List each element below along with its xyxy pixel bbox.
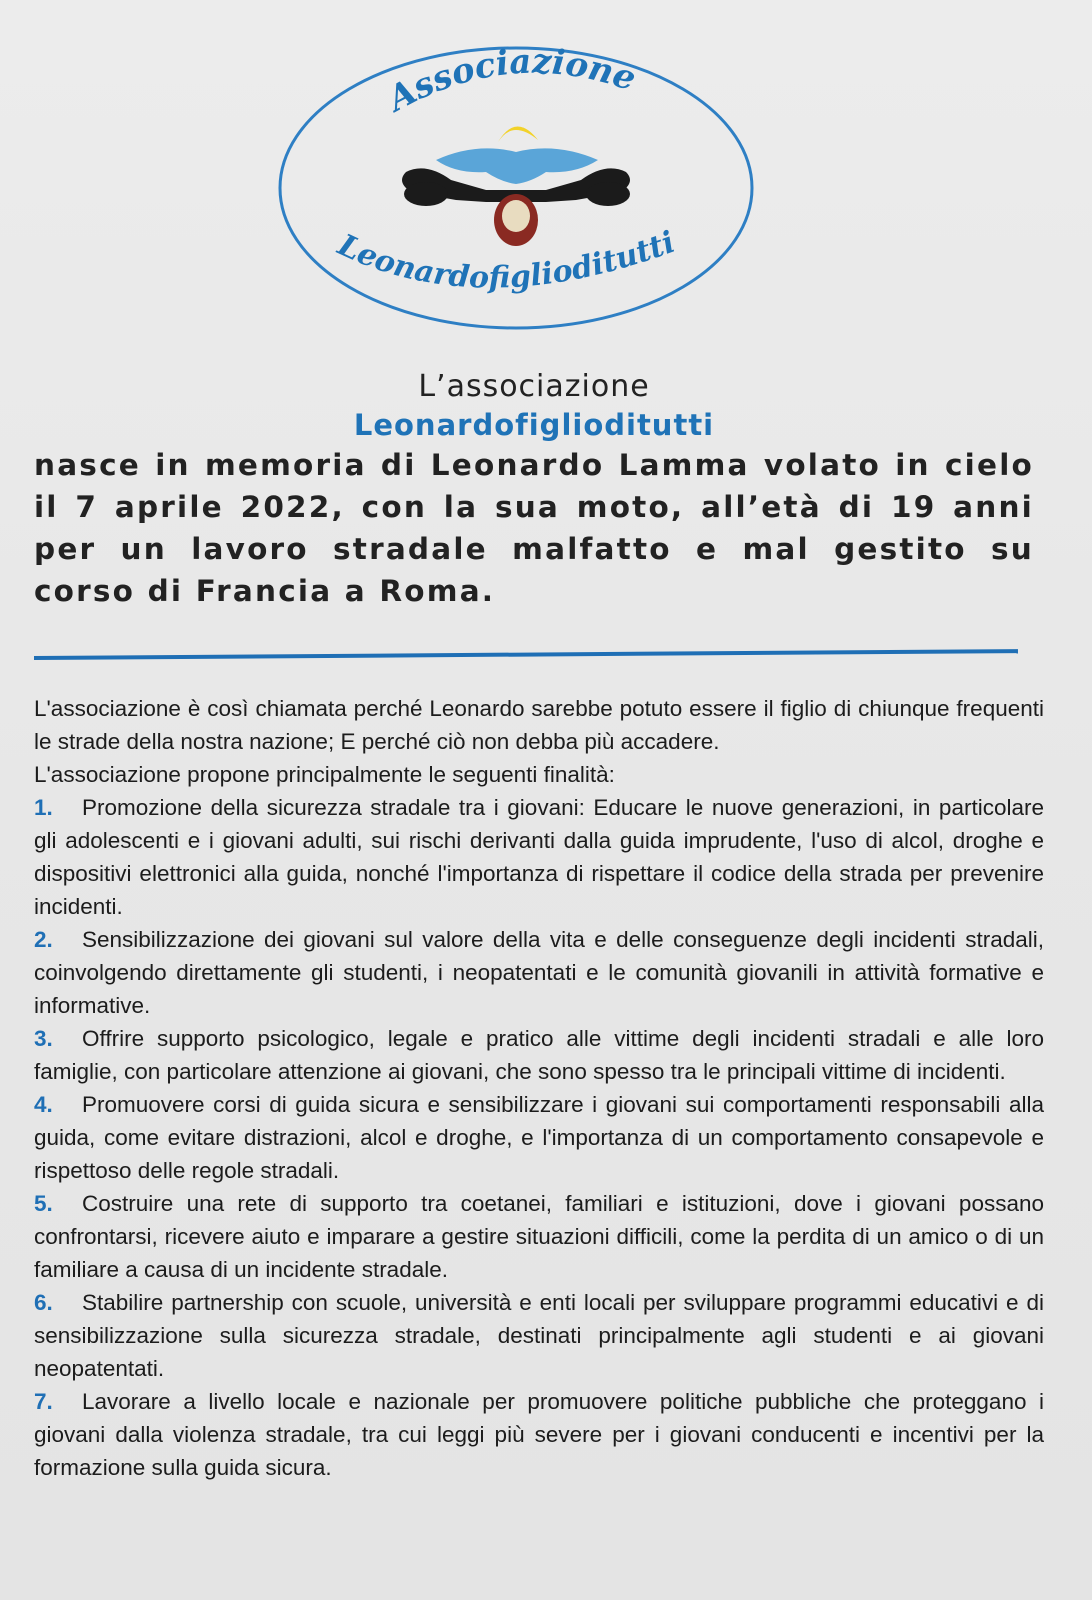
intro-title: L’associazione [418,369,650,404]
list-item-text: Sensibilizzazione dei giovani sul valore della vita e delle conseguenze degli incidenti stradali, coinvolgendo direttamente gli studenti, i neopatentati e le comunità giovanili in attività formative e informative. [34,927,1044,1018]
list-item-text: Costruire una rete di supporto tra coetanei, familiari e istituzioni, dove i giovani possano confrontarsi, ricevere aiuto e imparare a gestire situazioni difficili, come la perdita di un amico o di un familiare a causa di un incidente stradale. [34,1191,1044,1282]
logo-bottom-text: Leonardofigliodituttі [332,224,680,296]
intro-section [34,368,1034,612]
list-item-number: 2. [34,927,53,952]
purposes-intro: L'associazione propone principalmente le seguenti finalità: [34,762,615,787]
name-explanation-paragraph: L'associazione è così chiamata perché Leonardo sarebbe potuto essere il figlio di chiunque frequenti le strade della nostra nazione; E perché ciò non debba più accadere. [34,696,1044,754]
list-item [34,1022,1044,1088]
list-item-text: Promuovere corsi di guida sicura e sensibilizzare i giovani sui comportamenti responsabili alla guida, come evitare distrazioni, alcol e droghe, e l'importanza di un comportamento consapevole e rispettoso delle regole stradali. [34,1092,1044,1183]
list-item [34,1187,1044,1286]
list-item [34,1286,1044,1385]
section-divider [34,649,1018,660]
association-name: Leonardofigliodituttі [353,408,715,442]
list-item [34,923,1044,1022]
list-item-number: 7. [34,1389,53,1414]
sun-icon [498,126,538,142]
list-item-text: Lavorare a livello locale e nazionale per promuovere politiche pubbliche che proteggano i giovani dalla violenza stradale, tra cui leggi più severe per i giovani conducenti e incentivi per la formazione sulla guida sicura. [34,1389,1044,1480]
list-item-number: 5. [34,1191,53,1216]
list-item-text: Stabilire partnership con scuole, università e enti locali per sviluppare programmi educativi e di sensibilizzazione sulla sicurezza stradale, destinati principalmente agli studenti e ai giovani neopatentati. [34,1290,1044,1381]
logo-top-text: Associazione [381,42,641,120]
list-item [34,1385,1044,1484]
list-item-number: 3. [34,1026,53,1051]
purpose-section [34,692,1044,1484]
list-item-number: 1. [34,795,53,820]
wings-icon [436,148,598,184]
list-item-text: Promozione della sicurezza stradale tra i giovani: Educare le nuove generazioni, in particolare gli adolescenti e i giovani adulti, sui rischi derivanti dalla guida imprudente, l'uso di alcol, droghe e dispositivi elettronici alla guida, nonché l'importanza di rispettare il codice della strada per prevenire incidenti. [34,795,1044,919]
association-logo [276,42,756,334]
list-item-text: Offrire supporto psicologico, legale e pratico alle vittime degli incidenti stradali e alle loro famiglie, con particolare attenzione ai giovani, che sono spesso tra le principali vittime di incidenti. [34,1026,1044,1084]
list-item-number: 6. [34,1290,53,1315]
list-item [34,1088,1044,1187]
list-item-number: 4. [34,1092,53,1117]
list-item [34,791,1044,923]
intro-body: nasce in memoria di Leonardo Lamma volato in cielo il 7 aprile 2022, con la sua moto, all’età di 19 anni per un lavoro stradale malfatto e mal gestito su corso di Francia a Roma. [34,448,1034,608]
